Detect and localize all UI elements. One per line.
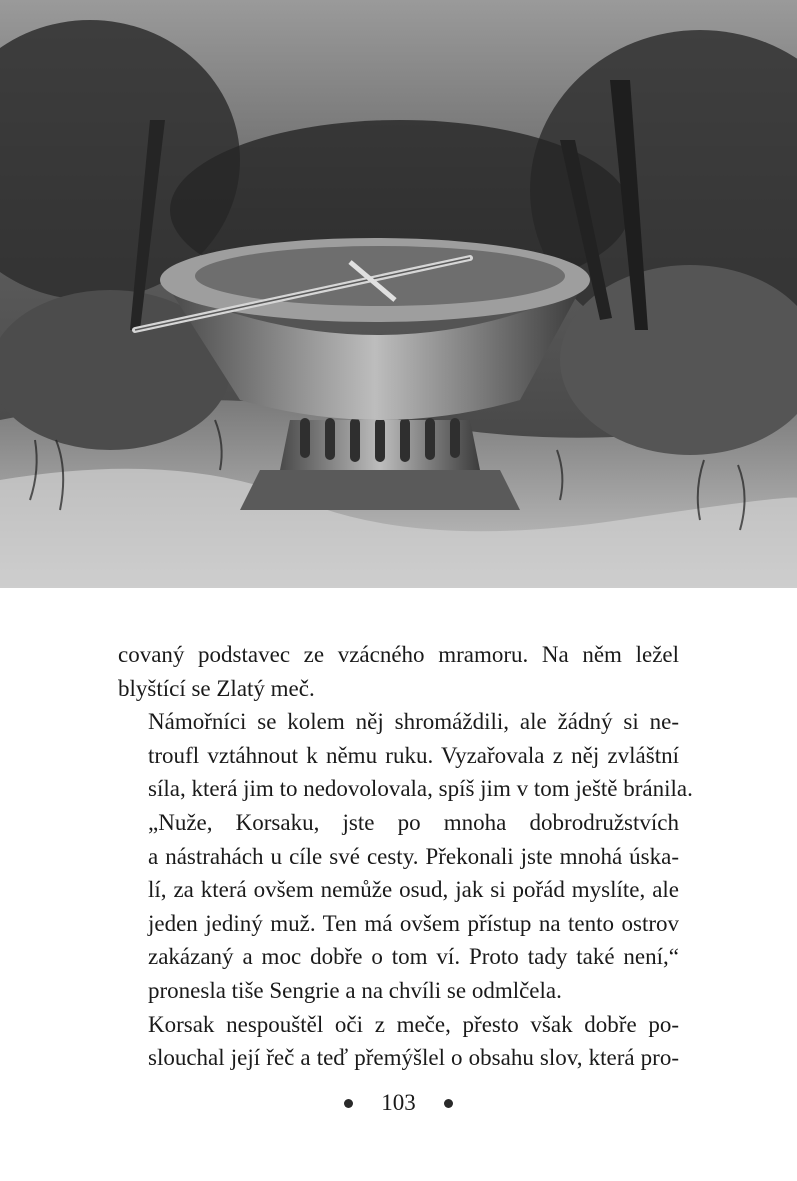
bullet-ornament-right (444, 1099, 453, 1108)
text-line: lí, za která ovšem nemůže osud, jak si pořád myslíte, ale (148, 877, 679, 903)
paragraph-2 (118, 705, 693, 806)
text-line: slouchal její řeč a teď přemýšlel o obsahu slov, která pro- (148, 1045, 679, 1071)
text-line: pronesla tiše Sengrie a na chvíli se odmlčela. (148, 977, 562, 1003)
text-line: covaný podstavec ze vzácného mramoru. Na něm ležel (118, 642, 679, 667)
text-line: jeden jediný muž. Ten má ovšem přístup na tento ostrov (148, 910, 679, 936)
text-line: „Nuže, Korsaku, jste po mnoha dobrodružstvích (148, 809, 679, 835)
text-line: troufl vztáhnout k němu ruku. Vyzařovala z něj zvláštní (148, 742, 679, 768)
text-line: Korsak nespouštěl oči z meče, přesto však dobře po- (148, 1011, 679, 1037)
text-line: síla, která jim to nedovolovala, spíš jim v tom ještě bránila. (148, 776, 693, 802)
paragraph-1 (118, 638, 679, 705)
page-number: 103 (381, 1090, 416, 1115)
text-line: blyštící se Zlatý meč. (118, 675, 315, 701)
bullet-ornament-left (344, 1099, 353, 1108)
chapter-illustration (0, 0, 797, 588)
body-text (118, 638, 693, 1075)
text-line: Námořníci se kolem něj shromáždili, ale žádný si ne- (148, 709, 679, 735)
pedestal-sword-drawing (0, 0, 797, 588)
paragraph-3 (118, 806, 679, 1008)
page-footer (0, 1090, 797, 1116)
paragraph-4 (118, 1008, 679, 1075)
text-line: zakázaný a moc dobře o tom ví. Proto tady také není,“ (148, 944, 679, 970)
text-line: a nástrahách u cíle své cesty. Překonali jste mnohá úska- (148, 843, 679, 869)
